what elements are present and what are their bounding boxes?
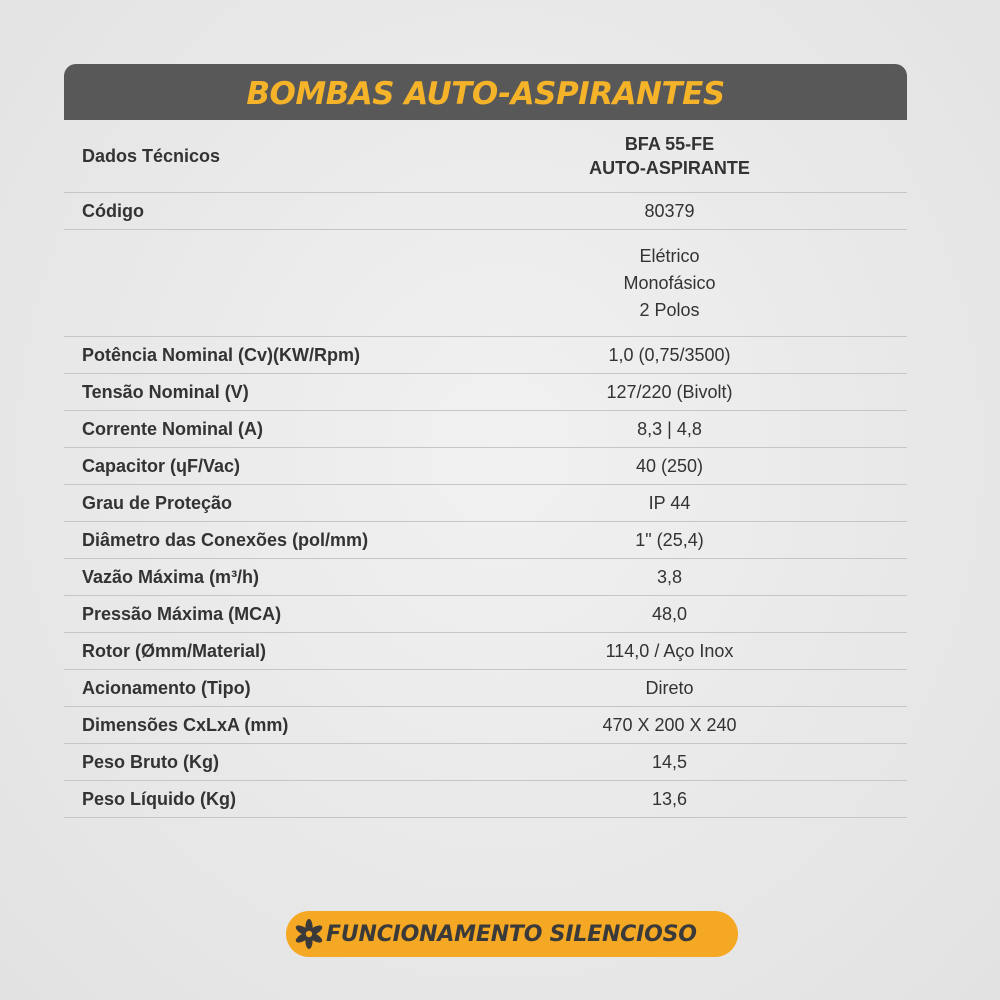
table-row — [64, 485, 907, 522]
row-value: IP 44 — [552, 485, 907, 522]
table-row — [64, 633, 907, 670]
table-row — [64, 707, 907, 744]
spec-table — [64, 120, 907, 818]
row-label: Potência Nominal (Cv)(KW/Rpm) — [64, 337, 552, 374]
motor-line: Monofásico — [623, 272, 716, 293]
table-row — [64, 596, 907, 633]
row-label: Diâmetro das Conexões (pol/mm) — [64, 522, 552, 559]
table-row — [64, 374, 907, 411]
table-row-product — [64, 120, 907, 193]
header-bar — [64, 64, 907, 120]
table-row — [64, 744, 907, 781]
row-label: Dados Técnicos — [64, 120, 552, 193]
table-row — [64, 670, 907, 707]
row-value: 40 (250) — [552, 448, 907, 485]
row-label: Código — [64, 193, 552, 230]
row-value: 470 X 200 X 240 — [552, 707, 907, 744]
row-value: 3,8 — [552, 559, 907, 596]
row-value: 48,0 — [552, 596, 907, 633]
table-row — [64, 781, 907, 818]
motor-spec — [552, 230, 907, 337]
row-label: Pressão Máxima (MCA) — [64, 596, 552, 633]
row-label: Vazão Máxima (m³/h) — [64, 559, 552, 596]
row-value: 80379 — [552, 193, 907, 230]
row-value: 13,6 — [552, 781, 907, 818]
row-value: 8,3 | 4,8 — [552, 411, 907, 448]
motor-line: 2 Polos — [639, 299, 700, 320]
row-value: 127/220 (Bivolt) — [552, 374, 907, 411]
row-value: Direto — [552, 670, 907, 707]
row-label: Rotor (Ømm/Material) — [64, 633, 552, 670]
header-title: BOMBAS AUTO-ASPIRANTES — [246, 76, 725, 112]
row-label: Tensão Nominal (V) — [64, 374, 552, 411]
badge-label: FUNCIONAMENTO SILENCIOSO — [326, 921, 697, 947]
table-row — [64, 337, 907, 374]
row-value: 114,0 / Aço Inox — [552, 633, 907, 670]
row-label: Dimensões CxLxA (mm) — [64, 707, 552, 744]
spec-card — [64, 64, 907, 818]
table-row-motor — [64, 230, 907, 337]
table-row — [64, 448, 907, 485]
table-row-code — [64, 193, 907, 230]
row-value: 14,5 — [552, 744, 907, 781]
product-type: AUTO-ASPIRANTE — [589, 158, 750, 178]
row-value: 1" (25,4) — [552, 522, 907, 559]
table-row — [64, 559, 907, 596]
row-label: Grau de Proteção — [64, 485, 552, 522]
feature-badge — [286, 911, 738, 957]
product-name — [552, 120, 907, 193]
row-label — [64, 230, 552, 337]
row-label: Corrente Nominal (A) — [64, 411, 552, 448]
motor-line: Elétrico — [639, 245, 700, 266]
row-label: Acionamento (Tipo) — [64, 670, 552, 707]
row-label: Capacitor (ɥF/Vac) — [64, 448, 552, 485]
row-value: 1,0 (0,75/3500) — [552, 337, 907, 374]
row-label: Peso Bruto (Kg) — [64, 744, 552, 781]
row-label: Peso Líquido (Kg) — [64, 781, 552, 818]
table-row — [64, 411, 907, 448]
table-row — [64, 522, 907, 559]
product-model: BFA 55-FE — [624, 134, 715, 154]
